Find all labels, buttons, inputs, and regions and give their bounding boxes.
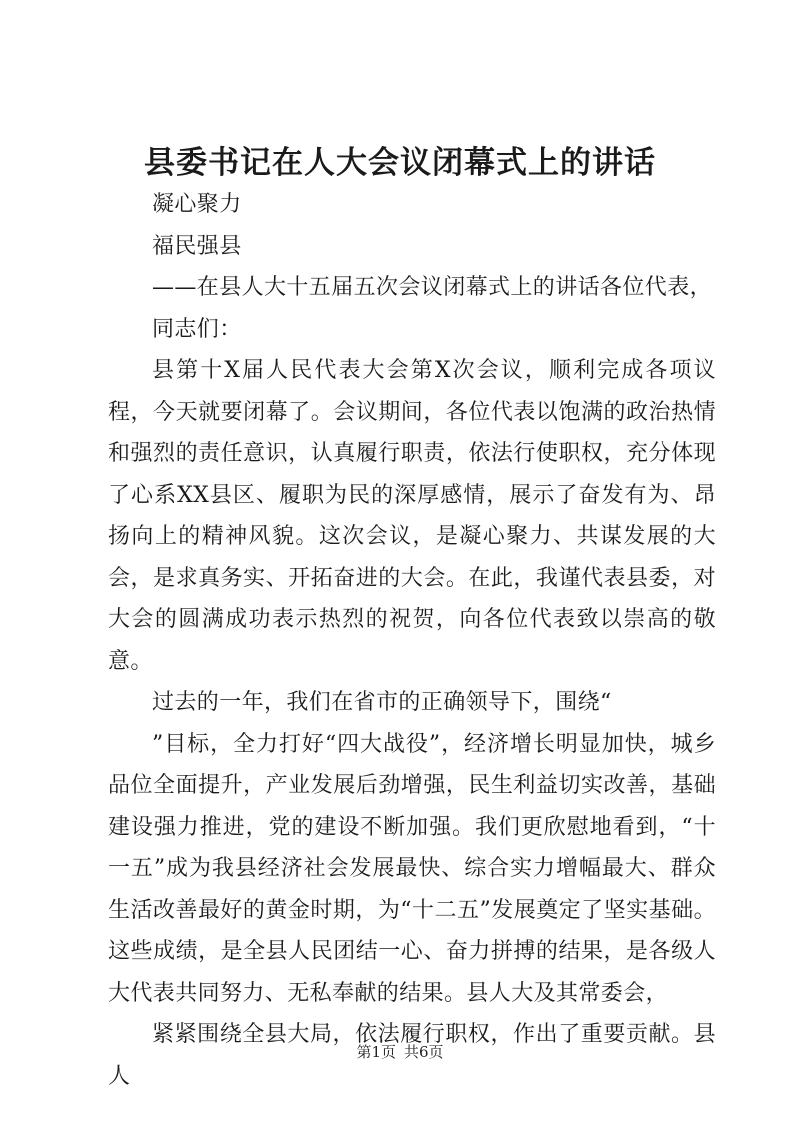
paragraph: 过去的一年，我们在省市的正确领导下，围绕“ <box>152 690 612 715</box>
page-footer <box>0 1042 800 1062</box>
paragraph: 福民强县 <box>152 233 242 259</box>
paragraph: 县第十X届人民代表大会第X次会议，顺利完成各项议程，今天就要闭幕了。会议期间，各位代表以饱满的政治热情和强烈的责任意识，认真履行职责，依法行使职权，充分体现了心系XX县区、履职为民的深厚感情，展示了奋发有为、昂扬向上的精神风貌。这次会议，是凝心聚力、共谋发展的大会，是求真务实、开拓奋进的大会。在此，我谨代表县委，对大会的圆满成功表示热烈的祝贺，向各位代表致以崇高的敬意。 <box>108 358 716 674</box>
paragraph: 凝心聚力 <box>152 192 242 217</box>
paragraph: 同志们： <box>152 316 242 342</box>
paragraph: ”目标，全力打好“四大战役”，经济增长明显加快，城乡品位全面提升，产业发展后劲增强，民生利益切实改善，基础建设强力推进，党的建设不断加强。我们更欣慰地看到，“十一五”成为我县经济社会发展最快、综合实力增幅最大、群众生活改善最好的黄金时期，为“十二五”发展奠定了坚实基础。这些成绩，是全县人民团结一心、奋力拼搏的结果，是各级人大代表共同努力、无私奉献的结果。县人大及其常委会， <box>108 731 716 1006</box>
page-total: 共6页 <box>404 1043 444 1061</box>
document-body <box>108 184 716 1097</box>
paragraph: ——在县人大十五届五次会议闭幕式上的讲话各位代表， <box>152 275 713 300</box>
document-title: 县委书记在人大会议闭幕式上的讲话 <box>144 145 656 181</box>
paragraph: 紧紧围绕全县大局，依法履行职权，作出了重要贡献。县人 <box>108 1022 716 1089</box>
page-number: 第1页 <box>356 1043 396 1061</box>
